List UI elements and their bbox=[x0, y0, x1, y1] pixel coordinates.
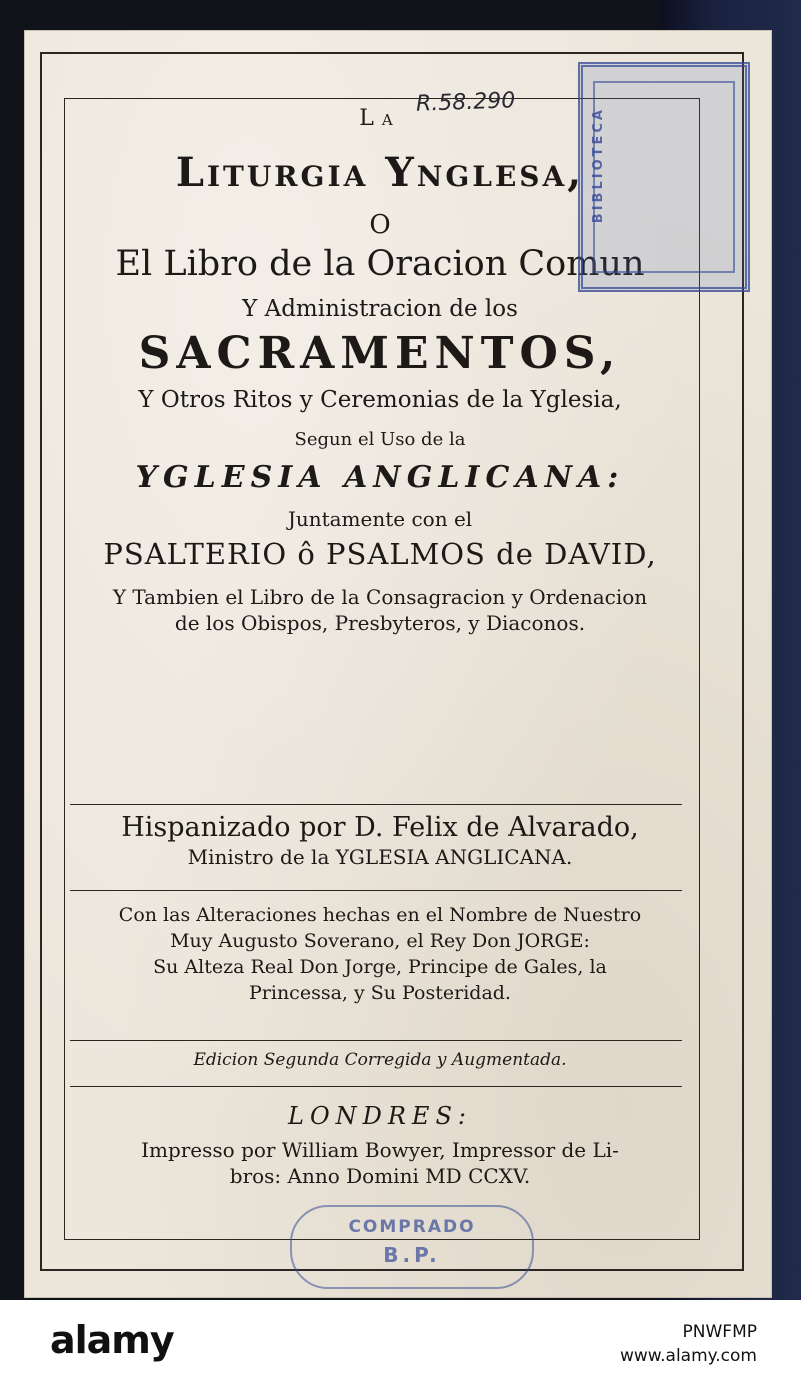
alterations-line-3: Su Alteza Real Don Jorge, Principe de Gales, la bbox=[153, 956, 607, 978]
subtitle-libro: El Libro de la Oracion Comun bbox=[115, 244, 645, 284]
handwritten-shelfmark: R.58.290 bbox=[415, 88, 516, 117]
subtitle-yglesia-anglicana: YGLESIA ANGLICANA: bbox=[135, 460, 625, 495]
translator-role: Ministro de la YGLESIA ANGLICANA. bbox=[187, 845, 573, 869]
stamp-inner-border bbox=[593, 81, 735, 273]
translator-block bbox=[70, 812, 690, 869]
edition-line: Edicion Segunda Corregida y Augmentada. bbox=[193, 1050, 567, 1070]
divider-rule bbox=[70, 890, 682, 891]
alterations-line-4: Princessa, y Su Posteridad. bbox=[249, 982, 511, 1004]
edition-block bbox=[70, 1050, 690, 1070]
alamy-url: www.alamy.com bbox=[619, 1346, 757, 1366]
library-stamp-top bbox=[578, 62, 750, 292]
subtitle-administracion: Y Administracion de los bbox=[242, 296, 518, 322]
imprint-printer: Impresso por William Bowyer, Impressor de Li- bbox=[141, 1138, 619, 1162]
imprint-block bbox=[70, 1102, 690, 1188]
stamp-bottom-line-1: COMPRADO bbox=[348, 1217, 476, 1237]
subtitle-otros-ritos: Y Otros Ritos y Ceremonias de la Yglesia, bbox=[138, 387, 622, 413]
main-title: Liturgia Ynglesa, bbox=[175, 149, 585, 196]
alterations-line-1: Con las Alteraciones hechas en el Nombre de Nuestro bbox=[118, 904, 642, 926]
subtitle-sacramentos: SACRAMENTOS, bbox=[138, 328, 622, 379]
alamy-info bbox=[620, 1322, 757, 1366]
subtitle-obispos: de los Obispos, Presbyteros, y Diaconos. bbox=[174, 611, 586, 635]
alterations-block bbox=[70, 904, 690, 1004]
alamy-image-id: PNWFMP bbox=[682, 1322, 757, 1342]
divider-rule bbox=[70, 1040, 682, 1041]
divider-rule bbox=[70, 1086, 682, 1087]
alterations-line-2: Muy Augusto Soverano, el Rey Don JORGE: bbox=[170, 930, 590, 952]
imprint-city: LONDRES: bbox=[288, 1102, 472, 1130]
subtitle-tambien: Y Tambien el Libro de la Consagracion y Ordenacion bbox=[112, 585, 648, 609]
alamy-logo: alamy bbox=[50, 1318, 174, 1362]
imprint-date: bros: Anno Domini MD CCXV. bbox=[229, 1164, 531, 1188]
subtitle-psalterio: PSALTERIO ô PSALMOS de DAVID, bbox=[103, 537, 657, 571]
divider-rule bbox=[70, 804, 682, 805]
translator-line: Hispanizado por D. Felix de Alvarado, bbox=[121, 812, 639, 843]
subtitle-segun: Segun el Uso de la bbox=[294, 429, 466, 450]
subtitle-juntamente: Juntamente con el bbox=[287, 507, 473, 531]
title-article: La bbox=[359, 106, 401, 131]
stamp-bottom-line-2: B.P. bbox=[383, 1243, 441, 1267]
title-conjunction: O bbox=[369, 210, 391, 240]
library-stamp-bottom bbox=[290, 1205, 534, 1289]
stamp-top-text: BIBLIOTECA bbox=[591, 107, 606, 224]
